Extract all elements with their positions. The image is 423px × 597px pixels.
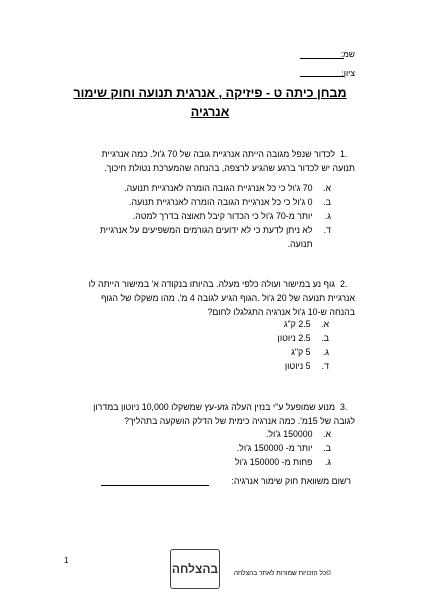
q2-option-d-num: ד. — [321, 361, 329, 371]
law-answer-line — [101, 485, 209, 486]
q1-option-d-cont-text: תנועה. — [287, 239, 313, 249]
q3-option-a-num: א. — [323, 429, 331, 439]
q1-option-c-num: ג. — [324, 211, 331, 221]
logo-text: בהצלחה — [171, 562, 219, 576]
q2-option-b-num: ב. — [321, 333, 329, 343]
q2-number: 2. — [340, 279, 348, 289]
name-line — [300, 58, 344, 59]
q1-option-c — [133, 209, 331, 223]
q2-option-a — [284, 317, 329, 331]
q2-option-d-text: 5 ניוטון — [284, 361, 311, 371]
q3-option-b-num: ב. — [323, 443, 331, 453]
q1-option-b-text: 0 ג'ול כי כל אנרגיית הגובה הומרה לאנרגיית תנועה. — [129, 197, 313, 207]
q1-option-a-text: 70 ג'ול כי כל אנרגיית הגובה הומרה לאנרגיית תנועה. — [124, 183, 313, 193]
q1-option-d-cont — [288, 237, 331, 251]
q3-line1: מנוע שמופעל ע"י בנזין העלה גזע-עץ שמשקלו 10,000 ניוטון במדרון — [93, 402, 335, 412]
q3-number: 3. — [340, 402, 348, 412]
q1-option-b — [129, 195, 331, 209]
q2-line3: בהנחה ש-10 ג'ול אנרגיה התגלגלו לחום? — [207, 307, 355, 317]
q1-number: 1. — [340, 149, 348, 159]
grade-line — [300, 76, 344, 77]
q3-option-c — [235, 455, 331, 469]
law-equation-label: רשום משוואת חוק שימור אנרגיה: — [231, 476, 351, 486]
q3-option-b — [237, 441, 331, 455]
name-label: שמ: — [340, 49, 355, 59]
q2-line1: גוף נע במישור ועולה כלפי מעלה. בהיותו בנקודה א' במישור הייתה לו — [88, 279, 335, 289]
q3-line2: לגובה של 15מ'. כמה אנרגיה כימית של הדלק הושקעה בתהליך? — [124, 416, 355, 426]
exam-title-line1: מבחן כיתה ט - פיזיקה , אנרגית תנועה וחוק שימור — [73, 86, 347, 100]
q1-option-a — [124, 181, 331, 195]
q3-option-c-text: פחות מ- 150000 ג'ול — [235, 457, 313, 467]
q1-option-d-num: ד. — [323, 225, 331, 235]
q2-option-c-text: 5 ק"ג — [291, 347, 311, 357]
q3-option-b-text: יותר מ- 150000 ג'ול. — [236, 443, 313, 453]
exam-title-line2: אנרגיה — [190, 105, 230, 119]
q2-option-a-text: 2.5 ק"ג — [283, 319, 311, 329]
q2-line2: אנרגיית תנועה של 20 ג'ול .הגוף הגיע לגובה 4 מ'. מהו משקלו של הגוף — [100, 293, 355, 303]
q3-option-c-num: ג. — [324, 457, 331, 467]
copyright-text: ©כל הזכויות שמורות לאתר בהצלחה — [233, 570, 331, 577]
q1-option-b-num: ב. — [323, 197, 331, 207]
logo — [170, 549, 220, 589]
q1-option-c-text: יותר מ-70 ג'ול כי הכדור קיבל תאוצה בדרך למטה. — [132, 211, 313, 221]
q1-line2: תנועה יש לכדור ברגע שהגיע לרצפה, בהנחה שהמערכת נטולת חיכוך. — [104, 163, 355, 173]
grade-label: ציון: — [341, 68, 355, 78]
q2-option-c — [291, 345, 329, 359]
q1-line1: לכדור שנפל מגובה הייתה אנרגיית גובה של 70 ג'ול. כמה אנרגיית — [101, 149, 335, 159]
q1-option-d-text: לא ניתן לדעת כי לא ידועים הגורמים המשפיעים על אנרגיית — [99, 225, 313, 235]
q2-option-a-num: א. — [321, 319, 329, 329]
q2-option-c-num: ג. — [322, 347, 329, 357]
q1-option-d — [100, 223, 331, 237]
q2-option-d — [285, 359, 329, 373]
q3-option-a — [266, 427, 331, 441]
page-number: 1 — [64, 556, 69, 565]
q1-option-a-num: א. — [323, 183, 331, 193]
q2-option-b-text: 2.5 ניוטון — [277, 333, 311, 343]
q3-option-a-text: 150000 ג'ול. — [265, 429, 313, 439]
q2-option-b — [278, 331, 329, 345]
